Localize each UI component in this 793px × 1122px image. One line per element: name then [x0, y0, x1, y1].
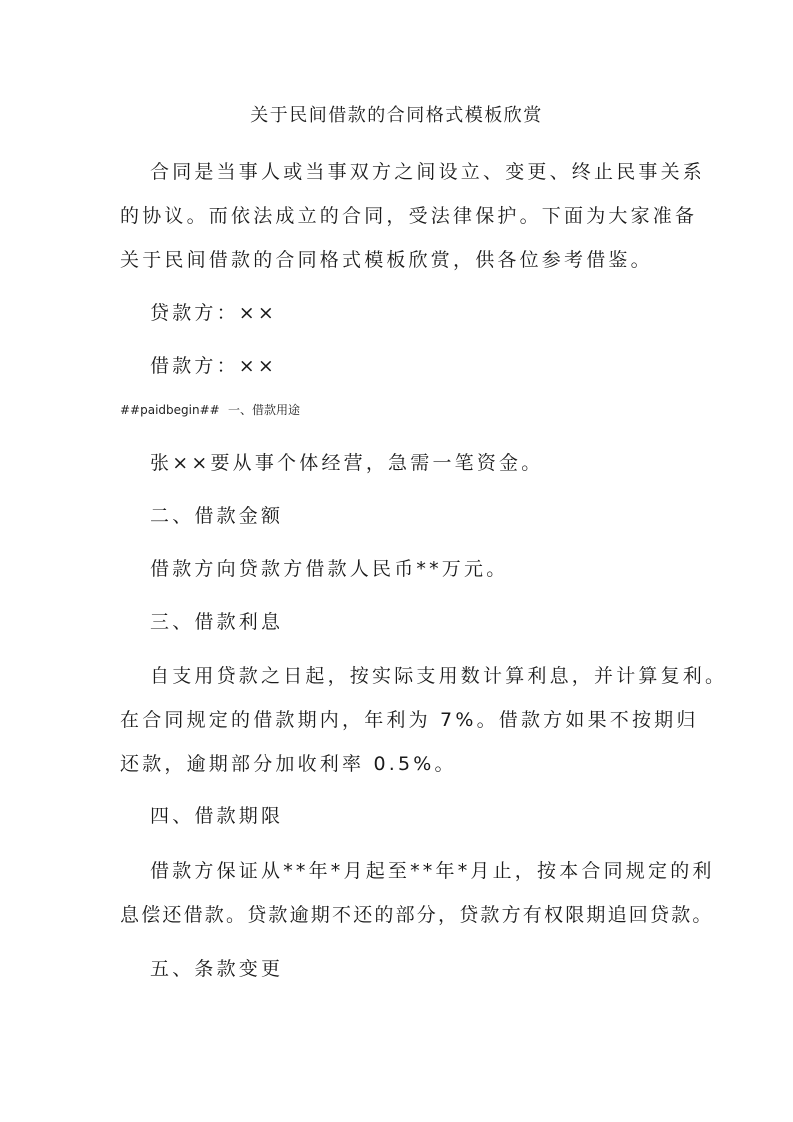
intro-line-3: 关于民间借款的合同格式模板欣赏，供各位参考借鉴。 [120, 249, 653, 271]
intro-line-1: 合同是当事人或当事双方之间设立、变更、终止民事关系 [150, 161, 706, 183]
section-3-line-2: 在合同规定的借款期内，年利为 7%。借款方如果不按期归 [120, 709, 699, 731]
section-4-line-1: 借款方保证从**年*月起至**年*月止，按本合同规定的利 [150, 860, 715, 882]
intro-paragraph [120, 150, 706, 282]
document-title: 关于民间借款的合同格式模板欣赏 [250, 105, 543, 126]
borrower-line: 借款方：×× [150, 355, 278, 377]
section-2-heading: 二、借款金额 [150, 505, 284, 527]
section-2-body: 借款方向贷款方借款人民币**万元。 [150, 558, 509, 580]
section-4-line-2: 息偿还借款。贷款逾期不还的部分，贷款方有权限期追回贷款。 [120, 904, 714, 926]
section-3-line-1: 自支用贷款之日起，按实际支用数计算利息，并计算复利。 [150, 665, 728, 687]
paid-begin-marker: ##paidbegin## [120, 403, 220, 417]
paid-marker-row [120, 402, 300, 418]
section-1-body: 张××要从事个体经营，急需一笔资金。 [150, 452, 544, 474]
section-5-heading: 五、条款变更 [150, 958, 284, 980]
section-3-paragraph [120, 654, 728, 786]
section-3-heading: 三、借款利息 [150, 611, 284, 633]
intro-line-2: 的协议。而依法成立的合同，受法律保护。下面为大家准备 [120, 205, 698, 227]
section-3-line-3: 还款，逾期部分加收利率 0.5%。 [120, 753, 457, 775]
section-1-heading: 一、借款用途 [228, 403, 301, 417]
lender-line: 贷款方：×× [150, 302, 278, 324]
section-4-heading: 四、借款期限 [150, 805, 284, 827]
section-4-paragraph [120, 849, 715, 937]
